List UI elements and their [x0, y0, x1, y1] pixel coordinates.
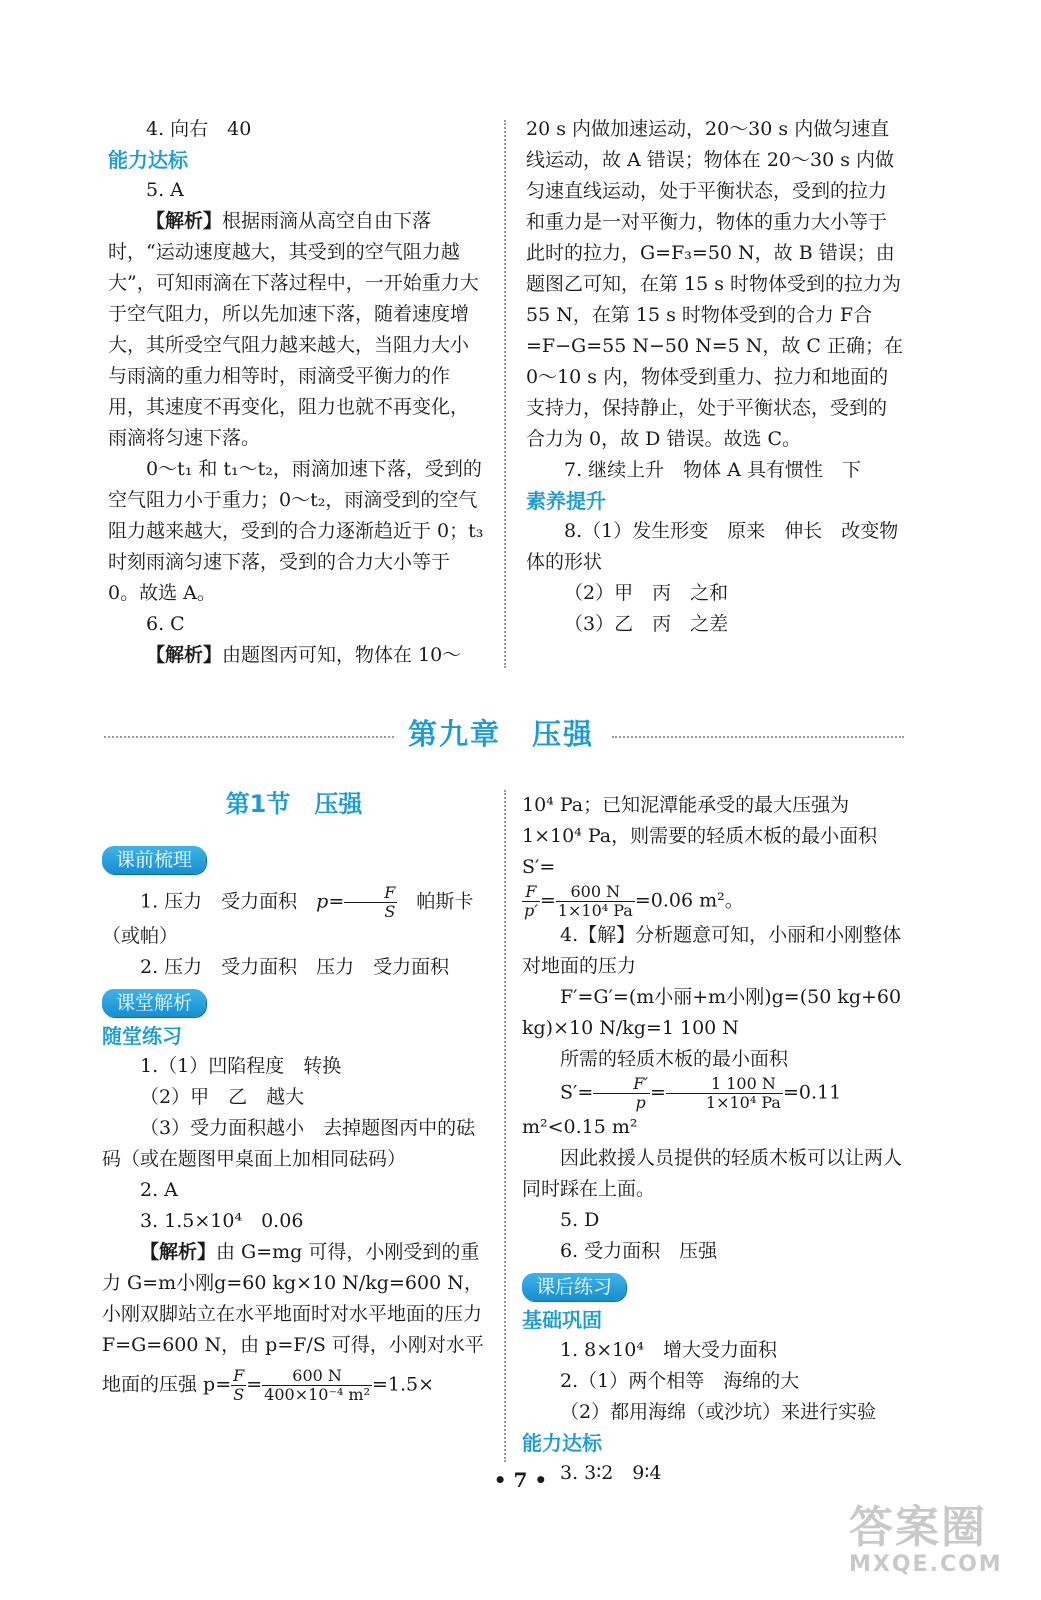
solution-4-force: F′=G′=(m小丽+m小刚)g=(50 kg+60 kg)×10 N/kg=1 100 N: [522, 986, 902, 1039]
solution-4: 4.【解】分析题意可知，小丽和小刚整体对地面的压力: [522, 924, 902, 977]
analysis-3: 【解析】由 G=mg 可得，小刚受到的重力 G=m小刚g=60 kg×10 N/kg=600 N，小刚双脚站立在水平地面时对水平地面的压力 F=G=600 N，由 p=F/S 可得，小刚对水平: [102, 1241, 484, 1356]
analysis-5: 【解析】根据雨滴从高空自由下落时，“运动速度越大，其受到的空气阻力越大”，可知雨滴在下落过程中，一开始重力大于空气阻力，所以先加速下落，随着速度增大，其所受空气阻力越来越大，当阻力大小与雨滴的重力相等时，雨滴受平衡力的作用，其速度不再变化，阻力也就不再变化，雨滴将匀速下落。: [108, 210, 479, 449]
watermark-logo: 答案圈 MXQE.COM: [849, 1502, 1003, 1577]
heading-basic: 基础巩固: [522, 1308, 602, 1332]
analysis-6-cont: 20 s 内做加速运动，20～30 s 内做匀速直线运动，故 A 错误；物体在 20～30 s 内做匀速直线运动，处于平衡状态，受到的拉力和重力是一对平衡力，物体的重力大小等于此时的拉力，G=F₃=50 N，故 B 错误；由题图乙可知，在第 15 s 时物体受到的拉力为 55 N，在第 15 s 时物体受到的合力 F合=F−G=55 N−50 N=5 N，故 C 正确；在 0～10 s 内，物体受到重力、拉力和地面的支持力，保持静止，处于平衡状态，受到的合力为 0，故 D 错误。故选 C。: [526, 118, 904, 450]
answer-8-3: （3）乙 丙 之差: [564, 613, 729, 635]
answer-6: 6. C: [146, 613, 185, 635]
heading-ability: 能力达标: [108, 148, 188, 172]
pre-1-cont: （或帕）: [102, 925, 179, 947]
formula-area-1: $\frac{F}{p'}$ = $\frac{600 N}{\text{1×10⁴ Pa}}$ =0.06 m²。: [524, 882, 744, 920]
page-number: • 7 •: [493, 1468, 548, 1492]
bottom-left-column: [102, 840, 484, 1404]
top-right-column: [526, 114, 904, 640]
pill-pre-class: 课前梳理: [102, 846, 206, 874]
answer-5b: 5. D: [560, 1209, 600, 1231]
heading-literacy: 素养提升: [526, 489, 606, 513]
pre-2: 2. 压力 受力面积 压力 受力面积: [140, 956, 450, 978]
solution-4-area-label: 所需的轻质木板的最小面积: [560, 1048, 789, 1070]
practice-1-3: （3）受力面积越小 去掉题图丙中的砝码（或在题图甲桌面上加相同砝码）: [102, 1117, 476, 1170]
solution-4-conclusion: 因此救援人员提供的轻质木板可以让两人同时踩在上面。: [522, 1147, 903, 1200]
chapter-header: [0, 712, 1041, 752]
practice-3: 3. 1.5×10⁴ 0.06: [140, 1210, 304, 1232]
chapter-dots-left: [104, 736, 394, 738]
formula-area-2: S′= $\frac{F'}{p}$ = $\frac{1 100 N}{\text{1×10⁴ Pa}}$ =0.11 m²<0.15 m²: [522, 1074, 842, 1138]
analysis-3-end: 10⁴ Pa；已知泥潭能承受的最大压强为 1×10⁴ Pa，则需要的轻质木板的最小面积 S′=: [522, 794, 878, 878]
formula-pressure: $\frac{F}{S}$: [344, 884, 397, 921]
practice-1-2: （2）甲 乙 越大: [140, 1086, 305, 1108]
chapter-title: 第九章 压强: [408, 717, 595, 751]
answer-7: 7. 继续上升 物体 A 具有惯性 下: [564, 459, 861, 481]
pre-1: 1. 压力 受力面积 p= $\frac{F}{S}$ 帕斯卡: [140, 883, 474, 921]
ability-3: 3. 3∶2 9∶4: [560, 1462, 662, 1484]
answer-4: 4. 向右 40: [146, 118, 252, 140]
bottom-right-column: [522, 790, 904, 1489]
analysis-3-cont: 地面的压强 p= $\frac{F}{S}$ = $\frac{600 N}{\text{400×10⁻⁴ m²}}$ =1.5×: [102, 1366, 435, 1404]
answer-5: 5. A: [146, 179, 184, 201]
column-divider-top: [504, 120, 506, 668]
pill-in-class: 课堂解析: [102, 989, 206, 1017]
answer-6b: 6. 受力面积 压强: [560, 1240, 718, 1262]
basic-2-2: （2）都用海绵（或沙坑）来进行实验: [560, 1401, 877, 1423]
heading-ability-2: 能力达标: [522, 1431, 602, 1455]
basic-2-1: 2.（1）两个相等 海绵的大: [560, 1370, 800, 1392]
analysis-6: 【解析】由题图丙可知，物体在 10～: [146, 644, 462, 666]
answer-8-2: （2）甲 丙 之和: [564, 582, 729, 604]
pill-after-class: 课后练习: [522, 1273, 626, 1301]
practice-1-1: 1.（1）凹陷程度 转换: [140, 1055, 342, 1077]
analysis-5-cont: 0～t₁ 和 t₁～t₂，雨滴加速下落，受到的空气阻力小于重力；0～t₂，雨滴受到的空气阻力越来越大，受到的合力逐渐趋近于 0；t₃ 时刻雨滴匀速下落，受到的合力大小等于 0。故选 A。: [108, 458, 484, 604]
column-divider-bottom: [504, 790, 506, 1462]
practice-2: 2. A: [140, 1179, 178, 1201]
top-left-column: [108, 114, 484, 671]
basic-1: 1. 8×10⁴ 增大受力面积: [560, 1339, 777, 1361]
section-title: 第1节 压强: [225, 790, 363, 818]
heading-practice: 随堂练习: [102, 1024, 182, 1048]
chapter-dots-right: [612, 736, 904, 738]
answer-8-1: 8.（1）发生形变 原来 伸长 改变物体的形状: [526, 520, 899, 573]
